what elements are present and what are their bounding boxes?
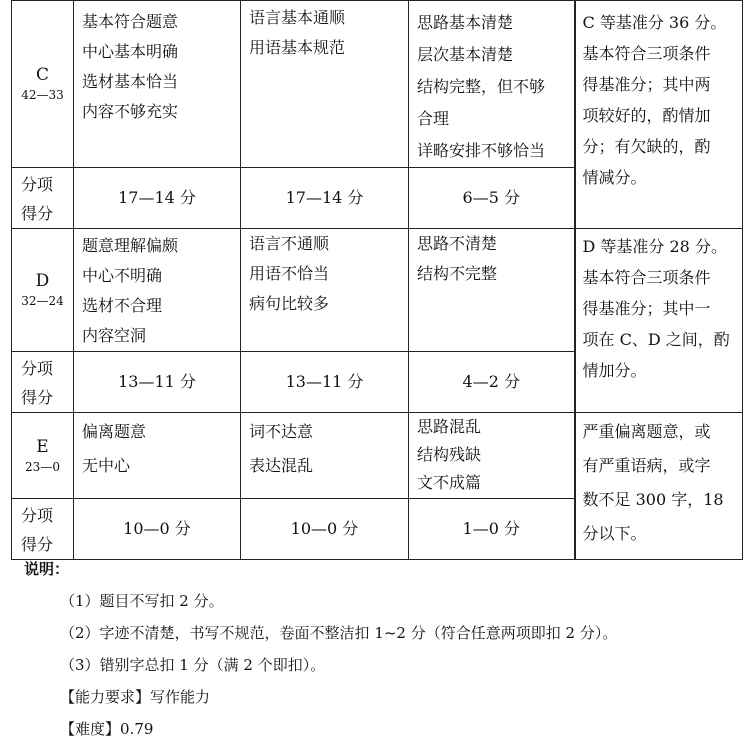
score-label xyxy=(12,499,74,560)
note-line: 基本符合三项条件 xyxy=(582,44,711,63)
criteria-line: 用语不恰当 xyxy=(249,264,330,283)
score-label xyxy=(12,168,74,229)
criteria-line: 无中心 xyxy=(82,456,131,475)
criteria-line: 表达混乱 xyxy=(249,456,314,475)
explanation-item: （3）错别字总扣 1 分（满 2 个即扣）。 xyxy=(60,656,326,674)
criteria-line: 合理 xyxy=(417,109,450,128)
structure-criteria xyxy=(409,1,575,168)
criteria-line: 结构不完整 xyxy=(417,264,498,283)
criteria-line: 偏离题意 xyxy=(82,422,147,441)
expression-score: 17—14 分 xyxy=(241,168,409,229)
criteria-line: 结构残缺 xyxy=(417,445,482,464)
content-score: 17—14 分 xyxy=(74,168,241,229)
expression-score: 10—0 分 xyxy=(241,499,409,560)
score-label-line: 得分 xyxy=(21,535,54,554)
grade-note xyxy=(575,413,743,560)
criteria-line: 题意理解偏颇 xyxy=(82,236,179,255)
grade-range: 23—0 xyxy=(25,459,60,474)
grade-letter: D xyxy=(35,271,50,291)
content-criteria xyxy=(74,413,241,499)
note-line: 严重偏离题意，或 xyxy=(582,422,711,441)
scoring-table xyxy=(11,0,743,560)
score-label-line: 得分 xyxy=(21,388,54,407)
structure-score: 4—2 分 xyxy=(409,352,575,413)
criteria-line: 语言不通顺 xyxy=(249,234,330,253)
criteria-line: 词不达意 xyxy=(249,422,314,441)
note-line: 项较好的，酌情加 xyxy=(582,106,711,125)
note-line: 有严重语病，或字 xyxy=(582,456,711,475)
score-label xyxy=(12,352,74,413)
content-score: 10—0 分 xyxy=(74,499,241,560)
criteria-line: 中心基本明确 xyxy=(82,42,179,61)
score-label-line: 分项 xyxy=(21,175,54,194)
grade-note xyxy=(575,229,743,413)
note-line: 得基准分；其中两 xyxy=(582,75,711,94)
explanation-item: （1）题目不写扣 2 分。 xyxy=(60,592,224,610)
note-line: 得基准分；其中一 xyxy=(582,299,711,318)
criteria-line: 用语基本规范 xyxy=(249,38,346,57)
grade-row-d xyxy=(12,229,743,352)
score-label-line: 得分 xyxy=(21,204,54,223)
note-line: 情加分。 xyxy=(582,361,647,380)
content-criteria xyxy=(74,1,241,168)
criteria-line: 基本符合题意 xyxy=(82,12,179,31)
expression-criteria xyxy=(241,229,409,352)
grade-letter: E xyxy=(36,436,49,457)
note-line: D 等基准分 28 分。 xyxy=(582,237,727,256)
grade-row-c xyxy=(12,1,743,168)
grade-cell xyxy=(12,413,74,499)
grade-cell xyxy=(12,229,74,352)
criteria-line: 病句比较多 xyxy=(249,294,330,313)
difficulty-value: 0.79 xyxy=(120,720,154,738)
grade-cell xyxy=(12,1,74,168)
difficulty-tag: 【难度】 xyxy=(60,720,121,738)
criteria-line: 思路基本清楚 xyxy=(417,13,514,32)
explanation-item: （2）字迹不清楚，书写不规范，卷面不整洁扣 1~2 分（符合任意两项即扣 2 分）。 xyxy=(60,624,618,642)
grade-note xyxy=(575,1,743,229)
grade-row-e xyxy=(12,413,743,499)
structure-criteria xyxy=(409,229,575,352)
note-line: 情减分。 xyxy=(582,168,647,187)
criteria-line: 内容不够充实 xyxy=(82,102,179,121)
content-criteria xyxy=(74,229,241,352)
grade-range: 42—33 xyxy=(21,88,64,102)
criteria-line: 详略安排不够恰当 xyxy=(417,141,546,160)
note-line: C 等基准分 36 分。 xyxy=(582,13,727,32)
note-line: 分；有欠缺的，酌 xyxy=(582,137,711,156)
ability-value: 写作能力 xyxy=(150,688,211,706)
note-line: 项在 C、D 之间，酌 xyxy=(582,330,730,349)
structure-score: 1—0 分 xyxy=(409,499,575,560)
grade-letter: C xyxy=(35,65,49,85)
explanation-title: 说明： xyxy=(24,560,70,578)
expression-criteria xyxy=(241,413,409,499)
criteria-line: 思路混乱 xyxy=(417,417,482,436)
difficulty-line xyxy=(60,718,153,739)
note-line: 数不足 300 字，18 xyxy=(582,490,724,509)
criteria-line: 内容空洞 xyxy=(82,326,147,345)
note-line: 基本符合三项条件 xyxy=(582,268,711,287)
criteria-line: 层次基本清楚 xyxy=(417,45,514,64)
score-label-line: 分项 xyxy=(21,359,54,378)
expression-criteria xyxy=(241,1,409,168)
note-line: 分以下。 xyxy=(582,524,647,543)
criteria-line: 中心不明确 xyxy=(82,266,163,285)
criteria-line: 结构完整，但不够 xyxy=(417,77,546,96)
criteria-line: 语言基本通顺 xyxy=(249,8,346,27)
ability-tag: 【能力要求】 xyxy=(60,688,151,706)
criteria-line: 选材基本恰当 xyxy=(82,72,179,91)
expression-score: 13—11 分 xyxy=(241,352,409,413)
structure-criteria xyxy=(409,413,575,499)
criteria-line: 思路不清楚 xyxy=(417,234,498,253)
criteria-line: 选材不合理 xyxy=(82,296,163,315)
content-score: 13—11 分 xyxy=(74,352,241,413)
criteria-line: 文不成篇 xyxy=(417,473,482,492)
structure-score: 6—5 分 xyxy=(409,168,575,229)
score-label-line: 分项 xyxy=(21,506,54,525)
ability-line xyxy=(60,686,210,707)
grade-range: 32—24 xyxy=(21,294,64,308)
